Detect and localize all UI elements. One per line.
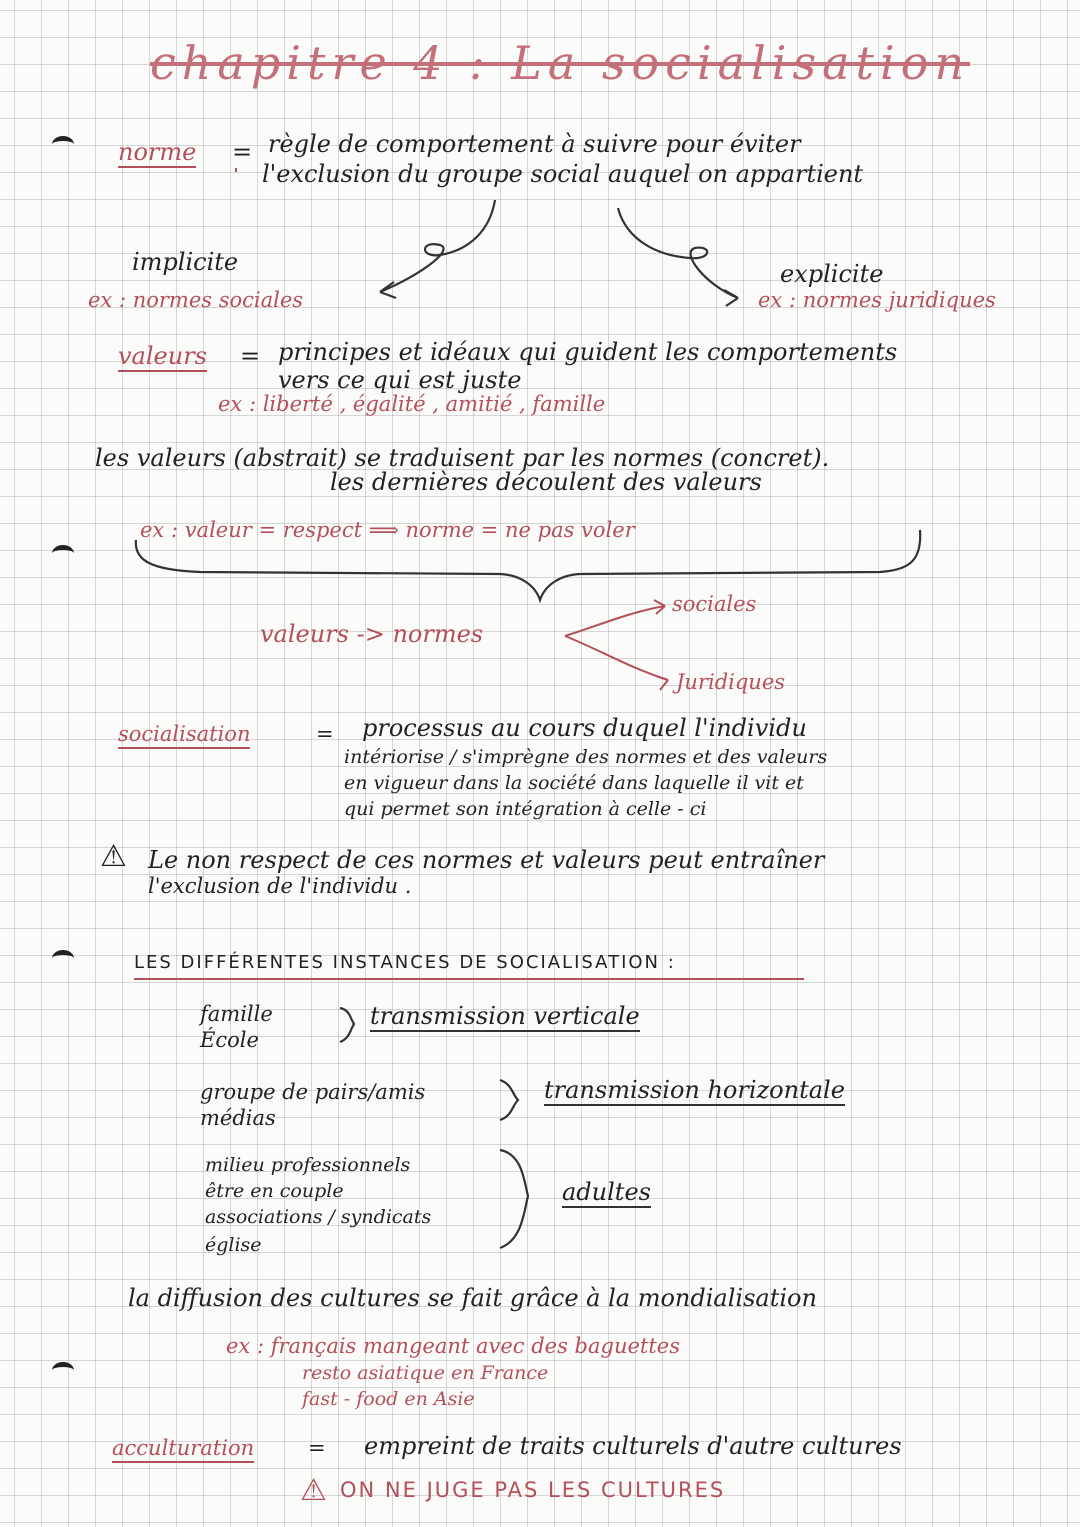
valeurs-def-line2: vers ce qui est juste xyxy=(278,366,522,394)
norme-eq: = xyxy=(232,138,253,166)
diffusion-example-2: resto asiatique en France xyxy=(302,1362,549,1384)
valeurs-example: ex : liberté , égalité , amitié , famille xyxy=(218,392,606,416)
norme-explicite-example: ex : normes juridiques xyxy=(758,288,996,312)
norme-implicite: implicite xyxy=(132,248,239,276)
relation-branch-sociales: sociales xyxy=(672,592,757,616)
brace-group-3 xyxy=(500,1150,528,1248)
branch-juridiques-arrow xyxy=(565,636,668,680)
binder-hole-2 xyxy=(52,545,74,562)
binder-hole-4 xyxy=(52,1362,74,1379)
brace-group-2 xyxy=(500,1080,518,1120)
instances-g2-label: transmission horizontale xyxy=(544,1076,845,1104)
socialisation-def-line3: en vigueur dans la société dans laquelle il vit et xyxy=(344,772,804,794)
socialisation-term: socialisation xyxy=(118,724,250,749)
diffusion-example-3: fast - food en Asie xyxy=(302,1388,475,1410)
socialisation-eq: = xyxy=(316,722,334,746)
instances-g3-item-3: associations / syndicats xyxy=(205,1206,432,1228)
socialisation-def-line2: intériorise / s'imprègne des normes et des valeurs xyxy=(344,746,828,768)
relation-chain: valeurs -> normes xyxy=(260,620,484,648)
acculturation-def: empreint de traits culturels d'autre cultures xyxy=(364,1432,902,1460)
warning-icon: ⚠ xyxy=(300,1473,327,1508)
instances-g2-item-1: groupe de pairs/amis xyxy=(200,1080,426,1104)
instances-g2-item-2: médias xyxy=(200,1106,276,1130)
warning1-line2: l'exclusion de l'individu . xyxy=(148,874,412,898)
acculturation-term: acculturation xyxy=(112,1438,254,1463)
diffusion-line: la diffusion des cultures se fait grâce à la mondialisation xyxy=(128,1284,817,1312)
brace-group-1 xyxy=(340,1008,354,1042)
binder-hole-1 xyxy=(52,136,74,153)
instances-g3-item-1: milieu professionnels xyxy=(205,1154,411,1176)
explicit-arrowhead xyxy=(724,290,738,306)
warning-icon: ⚠ xyxy=(100,839,127,874)
relation-line2: les dernières découlent des valeurs xyxy=(330,468,762,496)
instances-heading: LES DIFFÉRENTES INSTANCES DE SOCIALISATION : xyxy=(134,954,804,980)
valeurs-term: valeurs xyxy=(118,342,207,370)
socialisation-def-line4: qui permet son intégration à celle - ci xyxy=(344,798,707,820)
implicit-arrow xyxy=(380,200,495,292)
valeurs-eq: = xyxy=(240,342,261,370)
instances-g1-item-1: famille xyxy=(200,1002,273,1026)
instances-g1-item-2: École xyxy=(200,1028,259,1052)
instances-g3-label: adultes xyxy=(562,1178,651,1206)
instances-g3-item-2: être en couple xyxy=(205,1180,344,1202)
valeurs-def-line1: principes et idéaux qui guident les comportements xyxy=(278,338,898,366)
binder-hole-3 xyxy=(52,950,74,967)
instances-g3-item-4: église xyxy=(205,1234,262,1256)
explicit-arrow xyxy=(618,208,738,298)
relation-branch-juridiques: Juridiques xyxy=(676,670,786,694)
acculturation-eq: = xyxy=(308,1436,326,1460)
instances-g1-label: transmission verticale xyxy=(370,1002,640,1030)
norme-def-line2: l'exclusion du groupe social auquel on appartient xyxy=(262,160,864,188)
socialisation-def-line1: processus au cours duquel l'individu xyxy=(362,714,807,742)
warning2-text: ON NE JUGE PAS LES CULTURES xyxy=(340,1478,726,1502)
implicit-arrowhead xyxy=(380,282,396,298)
branch-sociales-arrow xyxy=(565,606,665,636)
norme-explicite: explicite xyxy=(780,260,884,288)
diffusion-example-1: ex : français mangeant avec des baguettes xyxy=(226,1334,681,1358)
relation-line1: les valeurs (abstrait) se traduisent par les normes (concret). xyxy=(95,444,830,472)
norme-def-line1: règle de comportement à suivre pour éviter xyxy=(268,130,801,158)
norme-implicite-example: ex : normes sociales xyxy=(88,288,304,312)
norme-term: norme xyxy=(118,138,197,166)
warning1-line1: Le non respect de ces normes et valeurs peut entraîner xyxy=(148,846,825,874)
relation-example: ex : valeur = respect ⟹ norme = ne pas voler xyxy=(140,518,635,542)
page-title: chapitre 4 : La socialisation xyxy=(150,36,971,90)
